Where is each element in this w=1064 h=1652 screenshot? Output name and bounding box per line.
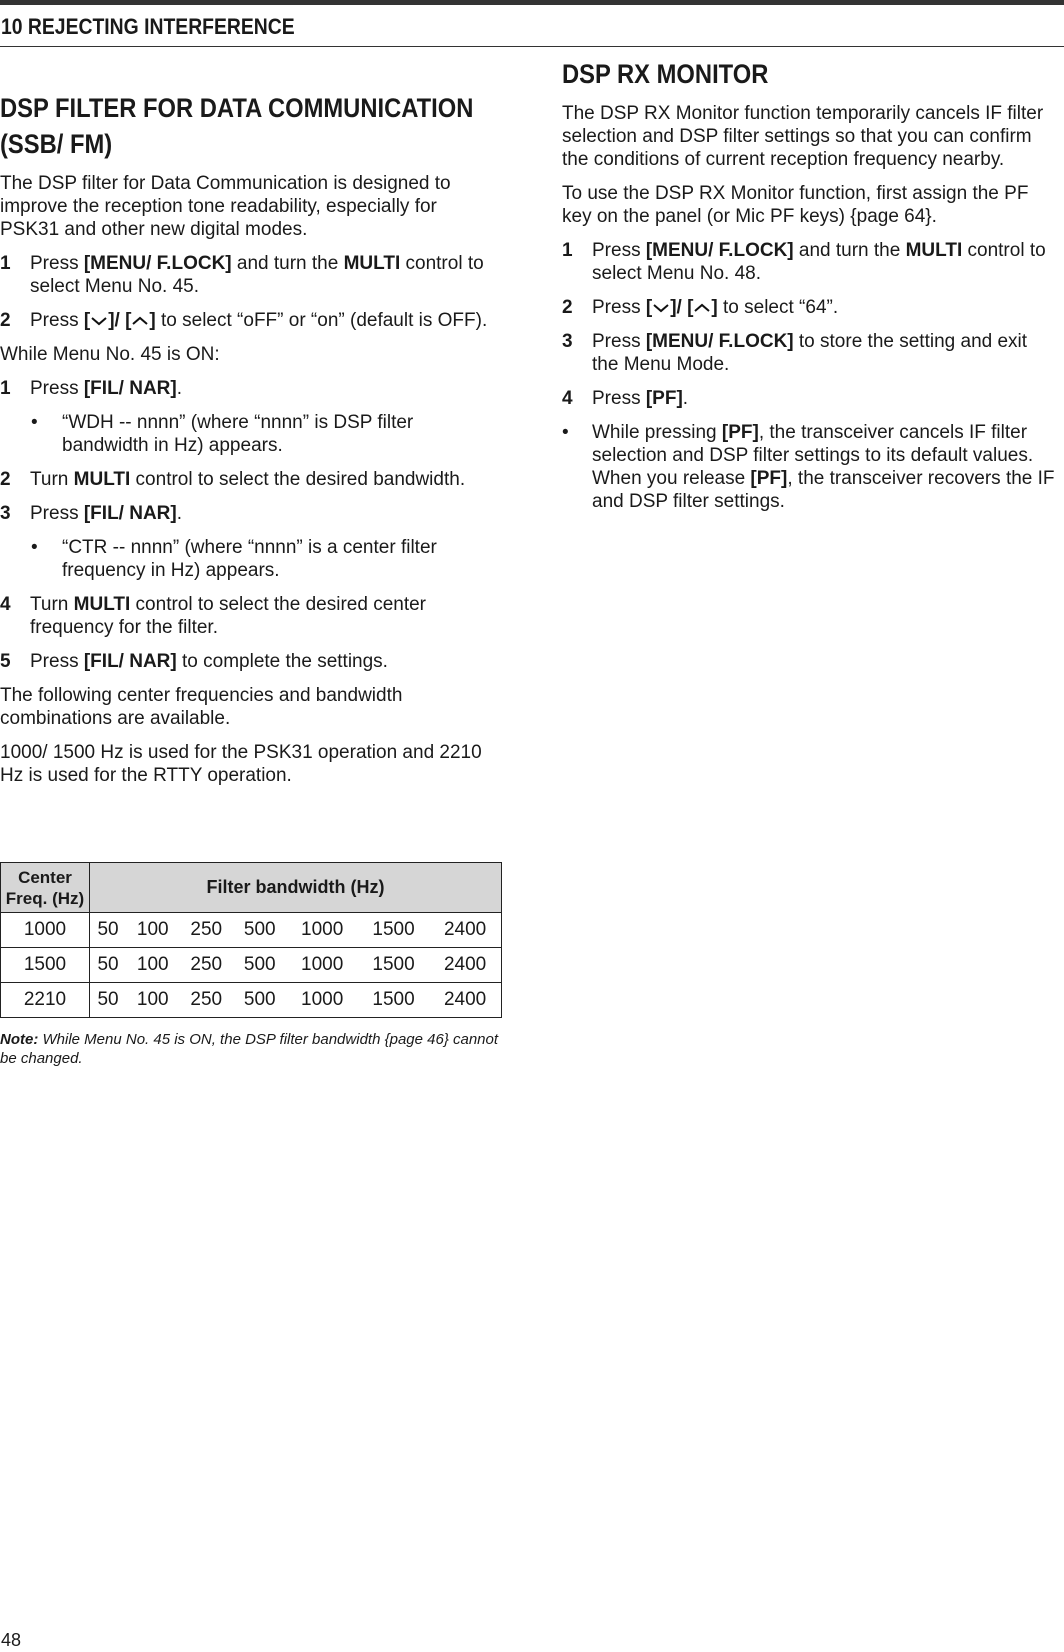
- rx-bullet: • While pressing [PF], the transceiver cancels IF filter selection and DSP filter settings to its default values. When you release [PF], the transceiver recovers the IF and DSP filter settings.: [562, 422, 1055, 512]
- up-arrow-icon: [131, 315, 149, 327]
- table-note: Note: While Menu No. 45 is ON, the DSP filter bandwidth {page 46} cannot be changed.: [0, 1031, 499, 1067]
- usage-paragraph: 1000/ 1500 Hz is used for the PSK31 operation and 2210 Hz is used for the RTTY operation.: [0, 742, 482, 786]
- while-step-1: 1 Press [FIL/ NAR].: [0, 378, 183, 399]
- while-step-4: 4 Turn MULTI control to select the desired center frequency for the filter.: [0, 594, 426, 638]
- combos-paragraph: The following center frequencies and bandwidth combinations are available.: [0, 685, 403, 729]
- while-step-5: 5 Press [FIL/ NAR] to complete the settings.: [0, 651, 388, 672]
- up-arrow-icon: [693, 302, 711, 314]
- rx-monitor-paragraph-2: To use the DSP RX Monitor function, first assign the PF key on the panel (or Mic PF keys) {page 64}.: [562, 183, 1029, 227]
- while-menu-on: While Menu No. 45 is ON:: [0, 344, 220, 365]
- header-rule: [0, 46, 1064, 47]
- rx-step-2: 2 Press [ ]/ [ ] to select “64”.: [562, 297, 839, 318]
- bandwidth-header: Filter bandwidth (Hz): [90, 863, 502, 913]
- page-number: 48: [1, 1630, 22, 1650]
- intro-paragraph: The DSP filter for Data Communication is designed to improve the reception tone readability, especially for PSK31 and other new digital modes.: [0, 173, 451, 240]
- filter-table-wrap: [0, 862, 502, 1068]
- section-title-rx-monitor: DSP RX MONITOR: [562, 59, 769, 89]
- right-column: [562, 56, 1056, 524]
- while-bullet-1: • “WDH -- nnnn” (where “nnnn” is DSP filter bandwidth in Hz) appears.: [31, 412, 414, 456]
- step-2: 2 Press [ ]/ [ ] to select “oFF” or “on” (default is OFF).: [0, 310, 488, 331]
- filter-table: [0, 862, 502, 1018]
- while-bullet-3: • “CTR -- nnnn” (where “nnnn” is a center filter frequency in Hz) appears.: [31, 537, 437, 581]
- rx-step-3: 3 Press [MENU/ F.LOCK] to store the setting and exit the Menu Mode.: [562, 331, 1028, 375]
- center-freq-header: Center Freq. (Hz): [1, 863, 90, 913]
- rx-step-1: 1 Press [MENU/ F.LOCK] and turn the MULTI control to select Menu No. 48.: [562, 240, 1046, 284]
- step-1: 1 Press [MENU/ F.LOCK] and turn the MULTI control to select Menu No. 45.: [0, 253, 484, 297]
- while-step-2: 2 Turn MULTI control to select the desired bandwidth.: [0, 469, 466, 490]
- section-title-dsp-filter: DSP FILTER FOR DATA COMMUNICATION (SSB/ FM): [0, 93, 474, 159]
- table-row: 1500 50 100 250 500 1000 1500 2400: [1, 948, 502, 983]
- table-row: 2210 50 100 250 500 1000 1500 2400: [1, 983, 502, 1018]
- down-arrow-icon: [652, 302, 670, 314]
- table-row: 1000 50 100 250 500 1000 1500 2400: [1, 913, 502, 948]
- rx-step-4: 4 Press [PF].: [562, 388, 689, 409]
- table-header-row: [1, 863, 502, 913]
- chapter-header: 10 REJECTING INTERFERENCE: [1, 14, 295, 39]
- left-column: [0, 90, 500, 798]
- top-bar: [0, 0, 1064, 5]
- while-step-3: 3 Press [FIL/ NAR].: [0, 503, 183, 524]
- down-arrow-icon: [90, 315, 108, 327]
- rx-monitor-paragraph-1: The DSP RX Monitor function temporarily cancels IF filter selection and DSP filter settings so that you can confirm the conditions of current reception frequency nearby.: [562, 103, 1044, 170]
